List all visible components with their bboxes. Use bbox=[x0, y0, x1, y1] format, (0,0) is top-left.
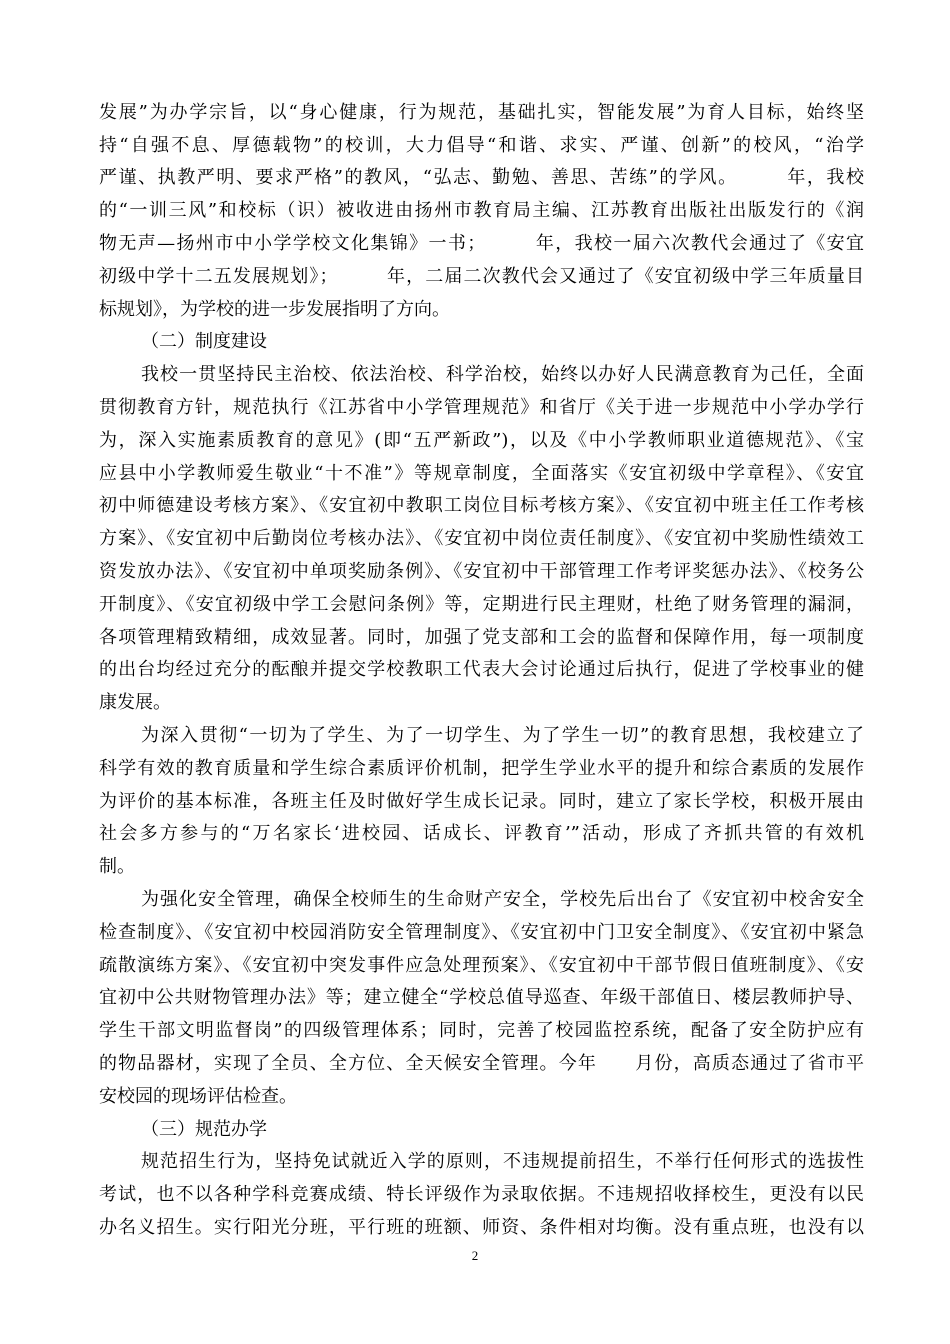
text-line: 发展”为办学宗旨，以“身心健康，行为规范，基础扎实，智能发展”为育人目标，始终坚 bbox=[99, 102, 864, 123]
text-line: 严谨、执教严明、要求严格”的教风，“弘志、勤勉、善思、苦练”的学风。 年，我校 bbox=[99, 167, 864, 188]
text-line: 初级中学十二五发展规划》； 年，二届二次教代会又通过了《安宜初级中学三年质量目 bbox=[99, 266, 864, 287]
page-number: 2 bbox=[471, 1248, 479, 1263]
text-line: 规范招生行为，坚持免试就近入学的原则，不违规提前招生，不举行任何形式的选拔性 bbox=[141, 1151, 864, 1172]
text-line: 检查制度》、《安宜初中校园消防安全管理制度》、《安宜初中门卫安全制度》、《安宜初中紧急 bbox=[99, 922, 864, 943]
text-line: 应县中小学教师爱生敬业“十不准”》等规章制度，全面落实《安宜初级中学章程》、《安宜 bbox=[99, 463, 864, 484]
text-line: 为，深入实施素质教育的意见》(即“五严新政”)，以及《中小学教师职业道德规范》、《宝 bbox=[99, 430, 864, 451]
text-line: 社会多方参与的“万名家长‘进校园、话成长、评教育’”活动，形成了齐抓共管的有效机 bbox=[99, 823, 864, 844]
text-line: 持“自强不息、厚德载物”的校训，大力倡导“和谐、求实、严谨、创新”的校风，“治学 bbox=[99, 135, 864, 156]
text-line: 方案》、《安宜初中后勤岗位考核办法》、《安宜初中岗位责任制度》、《安宜初中奖励性绩效工 bbox=[99, 528, 864, 549]
text-line: 宜初中公共财物管理办法》等；建立健全“学校总值导巡查、年级干部值日、楼层教师护导、 bbox=[99, 987, 864, 1008]
text-line: 初中师德建设考核方案》、《安宜初中教职工岗位目标考核方案》、《安宜初中班主任工作考核 bbox=[99, 495, 864, 516]
text-line: 标规划》，为学校的进一步发展指明了方向。 bbox=[99, 299, 450, 320]
text-line: 康发展。 bbox=[99, 692, 171, 713]
section-heading: （三）规范办学 bbox=[141, 1119, 267, 1140]
text-line: 我校一贯坚持民主治校、依法治校、科学治校，始终以办好人民满意教育为己任，全面 bbox=[141, 364, 864, 385]
text-line: 贯彻教育方针，规范执行《江苏省中小学管理规范》和省厅《关于进一步规范中小学办学行 bbox=[99, 397, 864, 418]
text-line: 为评价的基本标准，各班主任及时做好学生成长记录。同时，建立了家长学校，积极开展由 bbox=[99, 791, 864, 812]
text-line: 办名义招生。实行阳光分班，平行班的班额、师资、条件相对均衡。没有重点班，也没有以 bbox=[99, 1217, 864, 1238]
text-line: 的物品器材，实现了全员、全方位、全天候安全管理。今年 月份，高质态通过了省市平 bbox=[99, 1053, 864, 1074]
text-line: 的“一训三风”和校标（识）被收进由扬州市教育局主编、江苏教育出版社出版发行的《润 bbox=[99, 200, 864, 221]
text-line: 开制度》、《安宜初级中学工会慰问条例》等，定期进行民主理财，杜绝了财务管理的漏洞， bbox=[99, 594, 864, 615]
text-line: 的出台均经过充分的酝酿并提交学校教职工代表大会讨论通过后执行，促进了学校事业的健 bbox=[99, 659, 864, 680]
text-line: 学生干部文明监督岗”的四级管理体系；同时，完善了校园监控系统，配备了安全防护应有 bbox=[99, 1020, 864, 1041]
text-line: 为深入贯彻“一切为了学生、为了一切学生、为了学生一切”的教育思想，我校建立了 bbox=[141, 725, 864, 746]
text-line: 为强化安全管理，确保全校师生的生命财产安全，学校先后出台了《安宜初中校舍安全 bbox=[141, 889, 864, 910]
text-line: 科学有效的教育质量和学生综合素质评价机制，把学生学业水平的提升和综合素质的发展作 bbox=[99, 758, 864, 779]
text-line: 疏散演练方案》、《安宜初中突发事件应急处理预案》、《安宜初中干部节假日值班制度》、《安 bbox=[99, 955, 864, 976]
text-line: 制。 bbox=[99, 856, 135, 877]
text-line: 物无声—扬州市中小学学校文化集锦》一书； 年，我校一届六次教代会通过了《安宜 bbox=[99, 233, 864, 254]
text-line: 安校园的现场评估检查。 bbox=[99, 1086, 297, 1107]
section-heading: （二）制度建设 bbox=[141, 331, 267, 352]
text-line: 各项管理精致精细，成效显著。同时，加强了党支部和工会的监督和保障作用，每一项制度 bbox=[99, 627, 864, 648]
text-line: 资发放办法》、《安宜初中单项奖励条例》、《安宜初中干部管理工作考评奖惩办法》、《校务公 bbox=[99, 561, 864, 582]
text-line: 考试，也不以各种学科竞赛成绩、特长评级作为录取依据。不违规招收择校生，更没有以民 bbox=[99, 1184, 864, 1205]
